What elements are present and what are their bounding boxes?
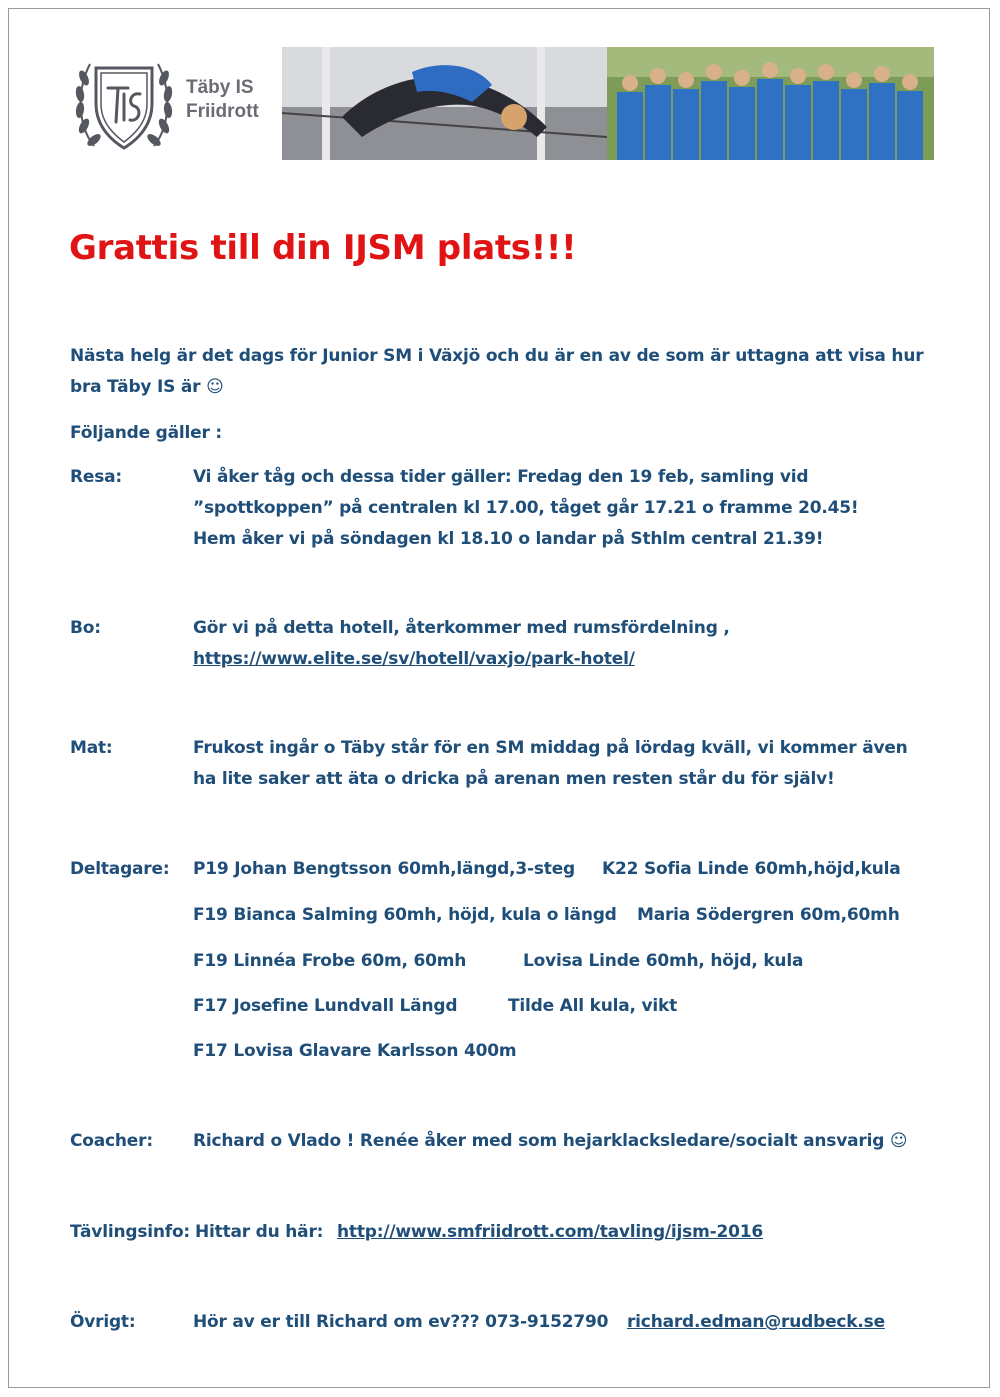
following-heading: Följande gäller : bbox=[70, 423, 222, 443]
participant-row-b: Lovisa Linde 60mh, höjd, kula bbox=[523, 951, 804, 971]
intro-line2-text: bra Täby IS är bbox=[70, 377, 201, 397]
bo-label: Bo: bbox=[70, 618, 101, 638]
team-photo bbox=[607, 47, 934, 160]
tavlingsinfo-text: Hittar du här: bbox=[195, 1222, 324, 1242]
coacher-label: Coacher: bbox=[70, 1131, 153, 1151]
participant-row: F19 Linnéa Frobe 60m, 60mh bbox=[193, 951, 467, 971]
resa-label: Resa: bbox=[70, 467, 123, 487]
participant-row: F17 Lovisa Glavare Karlsson 400m bbox=[193, 1041, 517, 1061]
intro-line1: Nästa helg är det dags för Junior SM i Växjö och du är en av de som är uttagna att visa hur bbox=[70, 346, 924, 366]
participant-row: F17 Josefine Lundvall Längd bbox=[193, 996, 458, 1016]
intro-line2 bbox=[70, 372, 224, 403]
participant-row-b: Tilde All kula, vikt bbox=[508, 996, 678, 1016]
resa-line2: ”spottkoppen” på centralen kl 17.00, tåget går 17.21 o framme 20.45! bbox=[193, 498, 859, 518]
smiley-icon: ☺ bbox=[889, 1131, 908, 1151]
resa-line3: Hem åker vi på söndagen kl 18.10 o landar på Sthlm central 21.39! bbox=[193, 529, 824, 549]
participant-row: F19 Bianca Salming 60mh, höjd, kula o längd bbox=[193, 905, 617, 925]
mat-line1: Frukost ingår o Täby står för en SM middag på lördag kväll, vi kommer även bbox=[193, 738, 908, 758]
coacher-text-content: Richard o Vlado ! Renée åker med som hejarklacksledare/socialt ansvarig bbox=[193, 1131, 885, 1151]
participant-row-b: K22 Sofia Linde 60mh,höjd,kula bbox=[602, 859, 901, 879]
document-page bbox=[8, 8, 990, 1388]
email-row bbox=[627, 1307, 885, 1338]
hotel-link[interactable]: https://www.elite.se/sv/hotell/vaxjo/park-hotel/ bbox=[193, 649, 635, 669]
resa-line1: Vi åker tåg och dessa tider gäller: Fredag den 19 feb, samling vid bbox=[193, 467, 809, 487]
participant-row: P19 Johan Bengtsson 60mh,längd,3-steg bbox=[193, 859, 576, 879]
participant-row-b: Maria Södergren 60m,60mh bbox=[637, 905, 900, 925]
club-name bbox=[186, 76, 259, 124]
header-banner bbox=[282, 47, 934, 160]
bo-link-row bbox=[193, 644, 635, 675]
club-logo bbox=[72, 46, 176, 158]
page-title: Grattis till din IJSM plats!!! bbox=[69, 228, 577, 268]
tavlingsinfo-link-row bbox=[337, 1217, 763, 1248]
coacher-text bbox=[193, 1126, 907, 1157]
smiley-icon: ☺ bbox=[206, 377, 224, 397]
deltagare-label: Deltagare: bbox=[70, 859, 170, 879]
club-name-line1: Täby IS bbox=[186, 77, 254, 98]
ovrigt-label: Övrigt: bbox=[70, 1312, 136, 1332]
ovrigt-text: Hör av er till Richard om ev??? 073-9152790 bbox=[193, 1312, 609, 1332]
bo-line1: Gör vi på detta hotell, återkommer med rumsfördelning , bbox=[193, 618, 730, 638]
competition-link[interactable]: http://www.smfriidrott.com/tavling/ijsm-2016 bbox=[337, 1222, 763, 1242]
mat-line2: ha lite saker att äta o dricka på arenan men resten står du för själv! bbox=[193, 769, 835, 789]
email-link[interactable]: richard.edman@rudbeck.se bbox=[627, 1312, 885, 1332]
club-name-line2: Friidrott bbox=[186, 101, 259, 122]
mat-label: Mat: bbox=[70, 738, 113, 758]
tavlingsinfo-label: Tävlingsinfo: bbox=[70, 1222, 191, 1242]
high-jump-photo bbox=[282, 47, 607, 160]
